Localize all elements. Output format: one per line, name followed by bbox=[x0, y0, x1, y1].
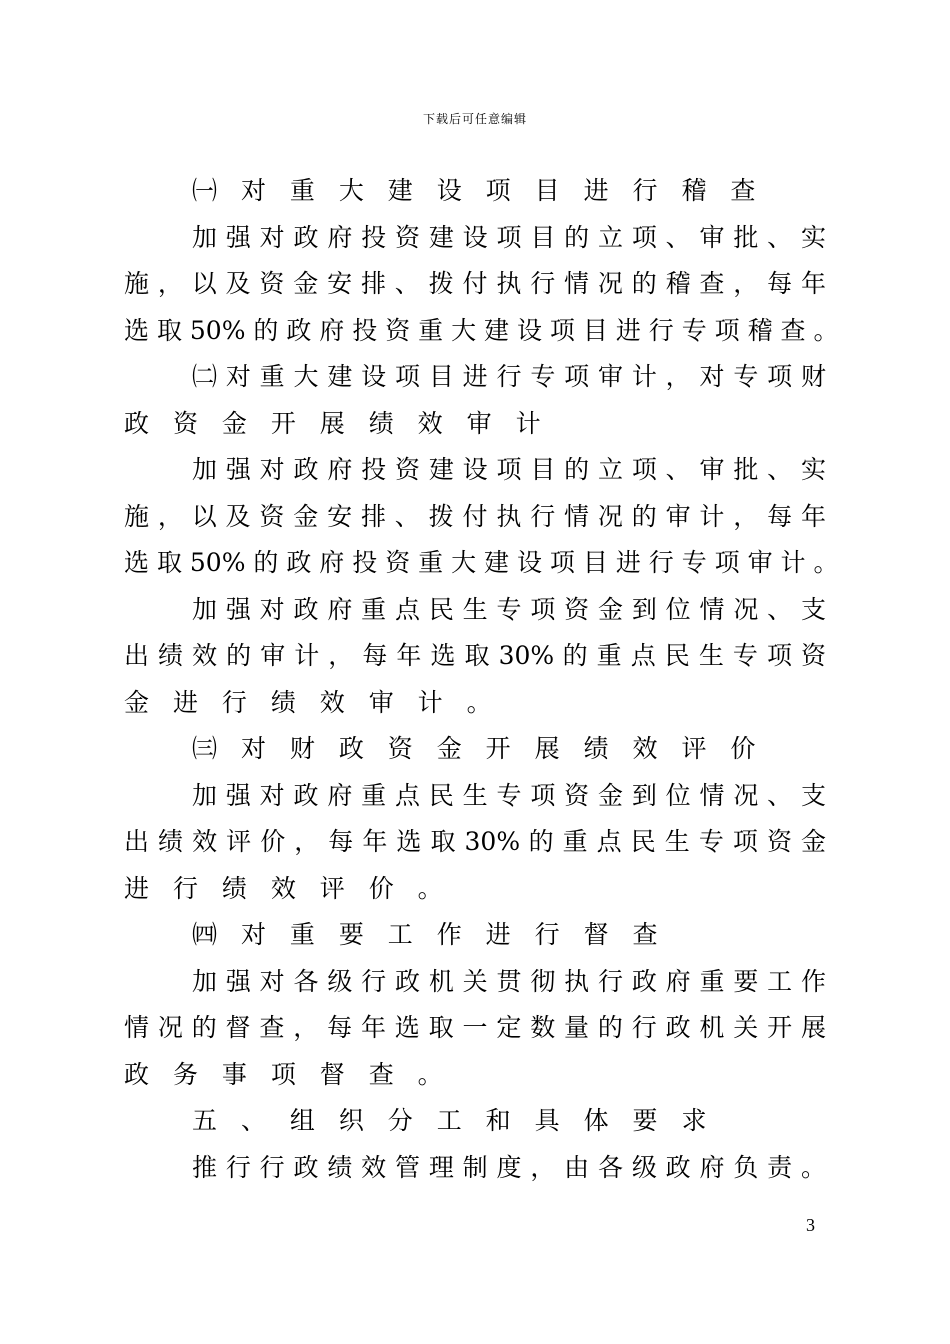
paragraph-line: 金 进 行 绩 效 审 计 。 bbox=[124, 687, 500, 717]
section-heading-2-cont: 政 资 金 开 展 绩 效 审 计 bbox=[124, 408, 549, 438]
section-heading-2: ㈡ 对 重 大 建 设 项 目 进 行 专 项 审 计 ， 对 专 项 财 bbox=[192, 362, 826, 391]
section-heading-1: ㈠ 对 重 大 建 设 项 目 进 行 稽 查 bbox=[192, 176, 764, 205]
paragraph-line: 出 绩 效 评 价 ， 每 年 选 取 30% 的 重 点 民 生 专 项 资 金 bbox=[124, 827, 826, 856]
paragraph-line: 选 取 50% 的 政 府 投 资 重 大 建 设 项 目 进 行 专 项 稽 查 。 bbox=[124, 315, 839, 345]
paragraph-line: 推 行 行 政 绩 效 管 理 制 度 ， 由 各 级 政 府 负 责 。 bbox=[192, 1152, 826, 1182]
paragraph-line: 进 行 绩 效 评 价 。 bbox=[124, 873, 451, 903]
paragraph-line: 加 强 对 政 府 重 点 民 生 专 项 资 金 到 位 情 况 、 支 bbox=[192, 780, 826, 810]
paragraph-line: 选 取 50% 的 政 府 投 资 重 大 建 设 项 目 进 行 专 项 审 计 。 bbox=[124, 548, 839, 577]
paragraph-line: 施 ， 以 及 资 金 安 排 、 拨 付 执 行 情 况 的 稽 查 ， 每 年 bbox=[124, 269, 826, 298]
paragraph-line: 加 强 对 政 府 投 资 建 设 项 目 的 立 项 、 审 批 、 实 bbox=[192, 455, 826, 484]
paragraph-line: 加 强 对 各 级 行 政 机 关 贯 彻 执 行 政 府 重 要 工 作 bbox=[192, 966, 826, 996]
paragraph-line: 施 ， 以 及 资 金 安 排 、 拨 付 执 行 情 况 的 审 计 ， 每 年 bbox=[124, 501, 826, 531]
section-heading-3: ㈢ 对 财 政 资 金 开 展 绩 效 评 价 bbox=[192, 734, 764, 763]
paragraph-line: 加 强 对 政 府 投 资 建 设 项 目 的 立 项 、 审 批 、 实 bbox=[192, 222, 826, 252]
section-heading-5: 五 、 组 织 分 工 和 具 体 要 求 bbox=[192, 1106, 715, 1135]
document-body bbox=[124, 168, 839, 1191]
paragraph-line: 出 绩 效 的 审 计 ， 每 年 选 取 30% 的 重 点 民 生 专 项 资 bbox=[124, 641, 826, 670]
paragraph-line: 情 况 的 督 查 ， 每 年 选 取 一 定 数 量 的 行 政 机 关 开 展 bbox=[124, 1013, 826, 1042]
page-header-note: 下载后可任意编辑 bbox=[422, 112, 527, 126]
section-heading-4: ㈣ 对 重 要 工 作 进 行 督 查 bbox=[192, 920, 666, 949]
paragraph-line: 政 务 事 项 督 查 。 bbox=[124, 1059, 451, 1089]
page-number: 3 bbox=[806, 1215, 815, 1235]
paragraph-line: 加 强 对 政 府 重 点 民 生 专 项 资 金 到 位 情 况 、 支 bbox=[192, 594, 826, 624]
